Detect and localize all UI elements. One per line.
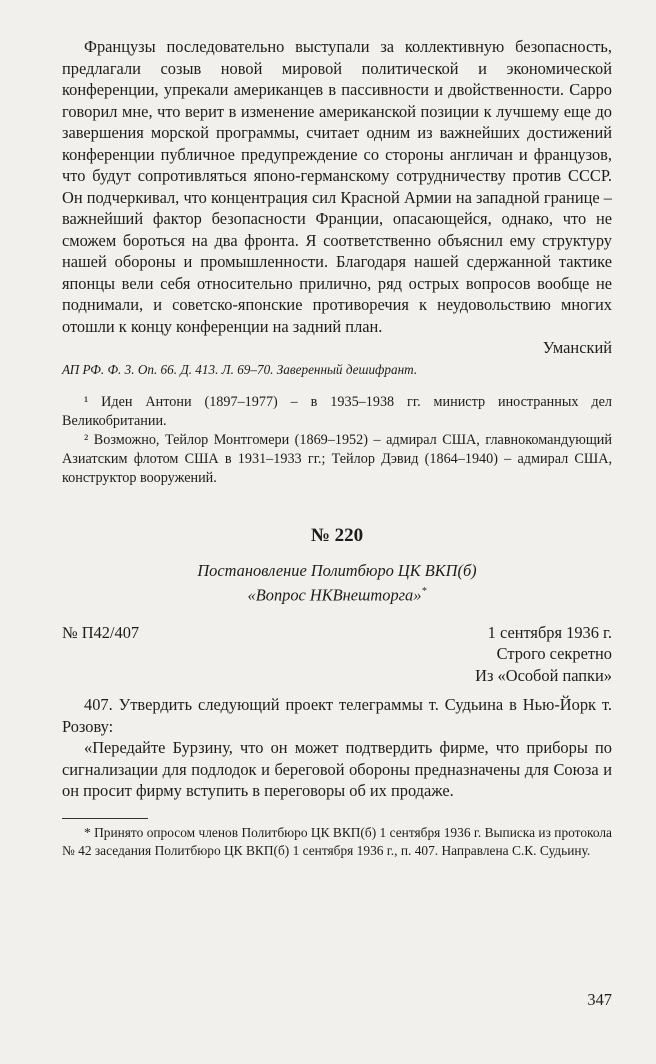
endnote-1: ¹ Иден Антони (1897–1977) – в 1935–1938 гг. министр иностранных дел Великобритании. [62, 393, 612, 429]
footnote-divider [62, 818, 148, 819]
document-number: № 220 [310, 524, 364, 546]
endnotes [62, 393, 612, 488]
endnote-2: ² Возможно, Тейлор Монтгомери (1869–1952) – адмирал США, главнокомандующий Азиатским флотом США в 1931–1933 гг.; Тейлор Дэвид (1864–1940) – адмирал США, конструктор вооружений. [62, 431, 612, 486]
document-title-line-1: Постановление Политбюро ЦК ВКП(б) [197, 560, 477, 580]
document-title [62, 560, 612, 606]
classification-stamp: Строго секретно [496, 644, 612, 664]
resolution-paragraph: 407. Утвердить следующий проект телеграммы т. Судьина в Нью-Йорк т. Розову: [62, 695, 612, 736]
telegram-text: «Передайте Бурзину, что он может подтвердить фирме, что приборы по сигнализации для подлодок и береговой обороны предназначены для Союза и он просит фирму вступить в переговоры об их продаже. [62, 738, 612, 801]
protocol-number: № П42/407 [62, 622, 140, 642]
previous-document-paragraph: Французы последовательно выступали за коллективную безопасность, предлагали созыв новой мировой политической и экономической конференции, упрекали американцев в пассивности и двойственности. Сарро говорил мне, что верит в изменение американской позиции к лучшему еще до завершения морской программы, считает одним из важнейших достижений конференции публичное предупреждение со стороны англичан и французов, что будут сопротивляться японо-германскому сотрудничеству против СССР. Он подчеркивал, что концентрация сил Красной Армии на западной границе – важнейший фактор безопасности Франции, опасающейся, однако, что не сможем бороться на два фронта. Я соответственно объяснил ему структуру нашей обороны и промышленности. Благодаря нашей сдержанной тактике японцы вели себя относительно прилично, ряд острых вопросов вообще не поднимали, и советско-японские противоречия к неудовольствию многих отошли к концу конференции на задний план. [62, 37, 612, 336]
document-page [62, 36, 612, 860]
document-title-line-2 [62, 581, 612, 606]
signature: Уманский [542, 338, 612, 357]
document-date: 1 сентября 1936 г. [487, 622, 612, 642]
special-folder-note: Из «Особой папки» [475, 665, 612, 685]
footnote-marker: * [421, 586, 427, 597]
protocol-row [62, 622, 612, 644]
footnote: * Принято опросом членов Политбюро ЦК ВКП(б) 1 сентября 1936 г. Выписка из протокола № 42 заседания Политбюро ЦК ВКП(б) 1 сентября 1936 г., п. 407. Направлена С.К. Судьину. [62, 824, 612, 858]
page-number: 347 [587, 990, 612, 1009]
archive-source: АП РФ. Ф. 3. Оп. 66. Д. 413. Л. 69–70. Заверенный дешифрант. [62, 361, 418, 377]
document-title-line-2-text: «Вопрос НКВнешторга» [247, 585, 422, 605]
